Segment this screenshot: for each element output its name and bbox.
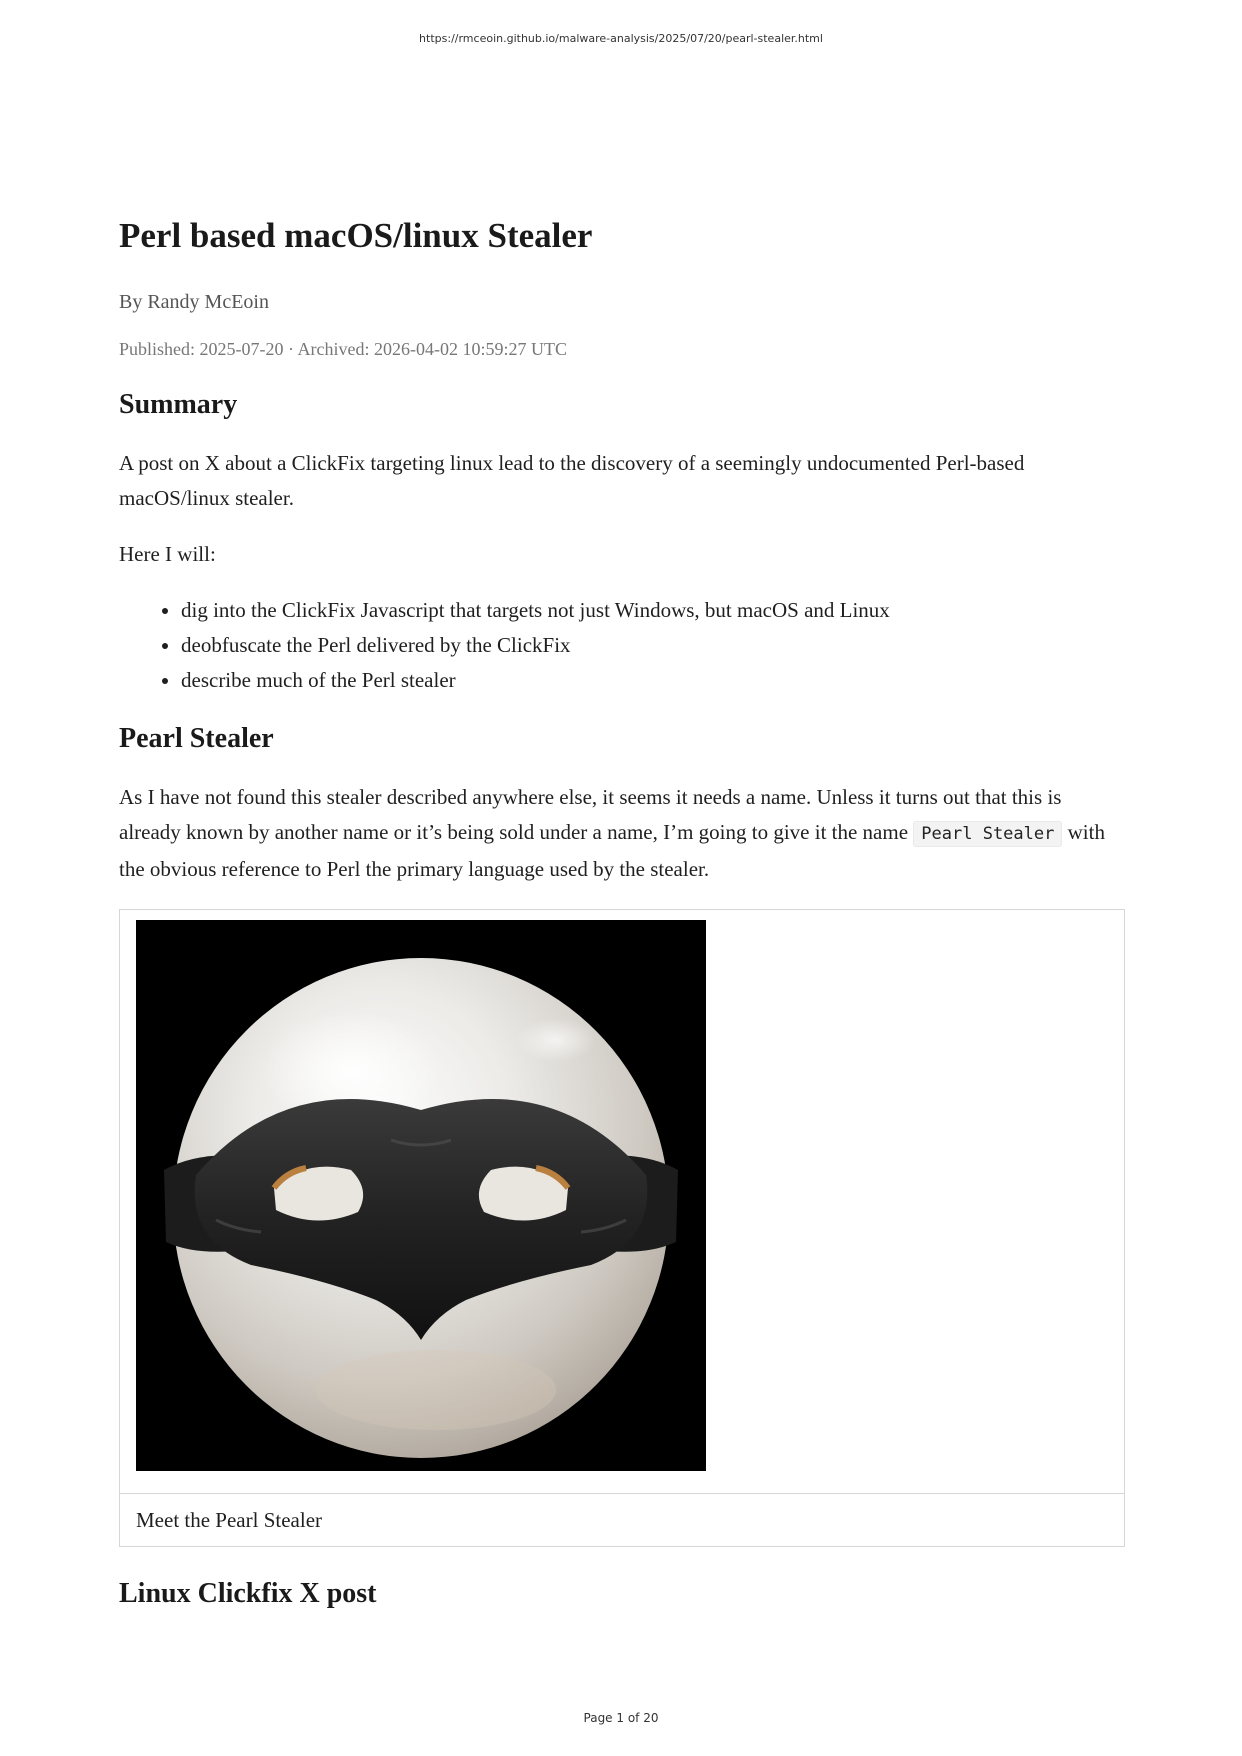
article [119, 212, 1125, 1613]
byline: By Randy McEoin [119, 291, 269, 313]
pearl-stealer-figure [119, 909, 1125, 1547]
pearl-paragraph [119, 780, 1125, 887]
pearl-text-after: with the obvious reference to Perl the primary language used by the stealer. [119, 820, 1105, 881]
pearl-text-before: As I have not found this stealer described anywhere else, it seems it needs a name. Unless it turns out that this is already known by another name or it’s being sold under a name, I’m going to give it the name [119, 785, 1062, 844]
summary-paragraph: A post on X about a ClickFix targeting linux lead to the discovery of a seemingly undocumented Perl-based macOS/linux stealer. [119, 451, 1025, 510]
list-item: • describe much of the Perl stealer [181, 663, 1125, 698]
pearl-stealer-code: Pearl Stealer [913, 821, 1062, 847]
intro-paragraph: Here I will: [119, 542, 216, 566]
list-item: • deobfuscate the Perl delivered by the ClickFix [181, 628, 1125, 663]
list-item: • dig into the ClickFix Javascript that targets not just Windows, but macOS and Linux [181, 593, 1125, 628]
figure-caption: Meet the Pearl Stealer [136, 1508, 323, 1532]
linux-clickfix-heading: Linux Clickfix X post [119, 1578, 377, 1609]
figure-image-wrap [120, 910, 1124, 1494]
pearl-stealer-heading: Pearl Stealer [119, 723, 274, 754]
publish-meta: Published: 2025-07-20 · Archived: 2026-04-02 10:59:27 UTC [119, 339, 567, 359]
article-title: Perl based macOS/linux Stealer [119, 216, 593, 255]
plan-list [119, 593, 1125, 698]
masked-pearl-image [136, 920, 706, 1471]
summary-heading: Summary [119, 389, 238, 420]
page-url: https://rmceoin.github.io/malware-analysis/2025/07/20/pearl-stealer.html [419, 32, 823, 45]
page-number: Page 1 of 20 [583, 1711, 659, 1725]
